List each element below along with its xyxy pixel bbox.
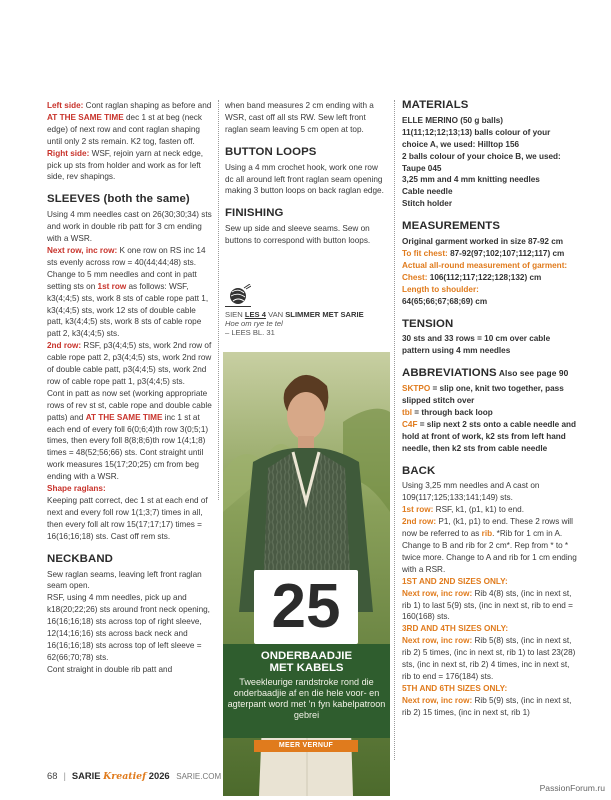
measurements-chest: To fit chest: 87-92(97;102;107;112;117) cm	[402, 248, 565, 258]
back-row-1: 1st row: RSF, k1, (p1, k1) to end.	[402, 505, 524, 515]
column-divider	[218, 100, 219, 500]
pattern-number: 25	[271, 572, 341, 641]
watermark: PassionForum.ru	[539, 783, 605, 793]
page-footer: 68 | SARIE Kreatief 2026 SARIE.COM	[47, 770, 222, 782]
materials-heading: MATERIALS	[402, 99, 469, 111]
issue-year: 2026	[148, 770, 170, 781]
page-number: 68	[47, 770, 58, 781]
column-left	[47, 100, 213, 676]
materials-line: 2 balls colour of your choice B, we used: Taupe 045	[402, 151, 561, 173]
sleeves-text: Using 4 mm needles cast on 26(30;30;34) sts and work in double rib patt for 3 cm ending with a WSR.	[47, 210, 212, 244]
sleeves-second-row: 2nd row: RSF, p3(4;4;5) sts, work 2nd row of cable rope patt 2, p3(4;4;5) sts, work 2nd row of double cable patt, p3(4;4;5) sts, work 2nd row of cable rope patt 1, p3(4;4;5) sts.	[47, 341, 212, 386]
sizes-3-4-text: Next row, inc row: Rib 5(8) sts, (inc in next st, rib 2) 5 times, (inc in next st, rib 1) to last 23(28) sts, (inc in next st, rib 2) 4 times, inc in next st, rib to end = 176(184) sts.	[402, 636, 576, 681]
sizes-3-4-label: 3RD AND 4TH SIZES ONLY:	[402, 624, 509, 634]
sizes-1-2-text: Next row, inc row: Rib 4(8) sts, (inc in next st, rib 1) to last 5(9) sts, (inc in next st, rib to end = 160(168) sts.	[402, 588, 573, 622]
column-divider	[394, 100, 395, 760]
abbreviation-sktpo: SKTPO = slip one, knit two together, pass slipped stitch over	[402, 384, 564, 406]
cross-reference-text: SIEN LES 4 VAN SLIMMER MET SARIE Hoe om rye te tel – LEES BL. 31	[225, 310, 364, 338]
measurements-heading: MEASUREMENTS	[402, 220, 501, 233]
measurements-original: Original garment worked in size 87-92 cm	[402, 237, 564, 247]
pattern-title: ONDERBAADJIE MET KABELS	[260, 650, 353, 675]
measurements-chest-actual: Chest: 106(112;117;122;128;132) cm	[402, 272, 542, 282]
left-side-paragraph: Left side: Cont raglan shaping as before and AT THE SAME TIME dec 1 st at beg (neck edge) of next row and cont raglan shaping until only 2 sts remain. K2 tog, fasten off.	[47, 101, 212, 146]
brand-kreatief: Kreatief	[103, 771, 147, 782]
materials-list	[402, 115, 578, 210]
sleeves-inc-row: Next row, inc row: K one row on RS inc 14 sts evenly across row = 40(44;44;48) sts.	[47, 245, 206, 267]
meer-vernuf-button[interactable]: MEER VERNUF	[254, 740, 358, 752]
neckband-cont-text: when band measures 2 cm ending with a WSR, cast off all sts RW. Sew left front raglan seam leaving 5 cm open at top.	[225, 101, 374, 134]
finishing-heading: FINISHING	[225, 207, 284, 220]
sizes-5-6-text: Next row, inc row: Rib 5(9) sts, (inc in next st, rib 2) 15 times, (inc in next st, rib 1)	[402, 695, 572, 717]
materials-line: 3,25 mm and 4 mm knitting needles	[402, 175, 540, 185]
pattern-number-box	[254, 570, 358, 644]
neckband-text: Cont straight in double rib patt and	[47, 664, 173, 674]
abbreviation-tbl: tbl = through back loop	[402, 407, 493, 417]
sleeves-heading: SLEEVES (both the same)	[47, 193, 190, 206]
tension-heading: TENSION	[402, 317, 454, 330]
tension-text: 30 sts and 33 rows = 10 cm over cable pattern using 4 mm needles	[402, 334, 551, 356]
column-right	[402, 100, 578, 719]
measurements-length: 64(65;66;67;68;69) cm	[402, 296, 488, 306]
finishing-text: Sew up side and sleeve seams. Sew on buttons to correspond with button loops.	[225, 224, 371, 246]
materials-line: Stitch holder	[402, 199, 453, 209]
pattern-description: Tweekleurige randstroke rond die onderbaadjie af en die hele voor- en agterpant word met ’n fyn kabelpatroon gebrei	[227, 677, 386, 720]
materials-line: 11(11;12;12;13;13) balls colour of your choice A, we used: Hilltop 156	[402, 127, 551, 149]
cross-reference	[225, 284, 385, 338]
brand-name: SARIE	[71, 770, 101, 781]
shape-raglans-label: Shape raglans:	[47, 484, 106, 494]
right-side-paragraph: Right side: WSF, rejoin yarn at neck edge, pick up sts from holder and work as for left side, rev shapings.	[47, 148, 204, 182]
website[interactable]: SARIE.COM	[176, 772, 222, 781]
shape-raglans-text: Keeping patt correct, dec 1 st at each end of next and every foll row 1(1;3;7) times in all, then every foll alt row 15(17;17;17) times = 16(16;16;18) sts. Cast off rem sts.	[47, 496, 208, 541]
sleeves-cont: Cont in patt as now set (working appropriate rows of rev st st, cable rope and double cable patts) and AT THE SAME TIME inc 1 st at each end of every foll 6(0;6;4)th row 3(0;5;1) times, then every foll 8(8;8;6)th row 1(4;1;8) times = 48(52;56;66) sts. Cont straight until work measures 15(17;20;25) cm from beg ending with a WSR.	[47, 388, 212, 482]
yarn-ball-icon	[225, 284, 251, 307]
neckband-text: RSF, using 4 mm needles, pick up and k18(20;22;26) sts around front neck opening, 16(16;16;18) sts across top of right sleeve, 12(14;16;16) sts across back neck and 16(16;16;18) sts across top of left sleeve = 62(66;70;78) sts.	[47, 593, 210, 662]
back-text: Using 3,25 mm needles and A cast on 109(117;125;133;141;149) sts.	[402, 481, 540, 503]
materials-line: ELLE MERINO (50 g balls)	[402, 115, 503, 125]
column-middle	[225, 100, 385, 247]
measurements-actual: Actual all-round measurement of garment:	[402, 260, 568, 270]
button-loops-heading: BUTTON LOOPS	[225, 145, 317, 158]
materials-line: Cable needle	[402, 187, 453, 197]
abbreviations-heading: ABBREVIATIONS Also see page 90	[402, 367, 569, 380]
back-heading: BACK	[402, 464, 436, 477]
button-loops-text: Using a 4 mm crochet hook, work one row dc all around left front raglan seam opening making 3 button loops on back raglan edge.	[225, 162, 384, 196]
sizes-1-2-label: 1ST AND 2ND SIZES ONLY:	[402, 576, 508, 586]
back-row-2: 2nd row: P1, (k1, p1) to end. These 2 rows will now be referred to as rib. *Rib for 1 cm in A. Change to B and rib for 2 cm*. Rep from * to * twice more. Change to A and rib for 1 cm ending with a RSR.	[402, 517, 577, 574]
neckband-heading: NECKBAND	[47, 552, 113, 565]
abbreviation-c4f: C4F = slip next 2 sts onto a cable needle and hold at front of work, k2 sts from left hand needle, then k2 sts from cable needle	[402, 419, 577, 453]
pattern-caption	[223, 644, 390, 738]
sizes-5-6-label: 5TH AND 6TH SIZES ONLY:	[402, 683, 508, 693]
neckband-text: Sew raglan seams, leaving left front raglan seam open.	[47, 569, 202, 591]
measurements-length-label: Length to shoulder:	[402, 284, 479, 294]
sleeves-first-row: Change to 5 mm needles and cont in patt setting sts on 1st row as follows: WSF, k3(4;4;5) sts, work 8 sts of cable rope patt 1, k3(4;4;5) sts, work 12 sts of double cable patt, k3(4;4;5) sts, work 8 sts of cable rope patt 2, k3(4;4;5) sts.	[47, 269, 209, 339]
